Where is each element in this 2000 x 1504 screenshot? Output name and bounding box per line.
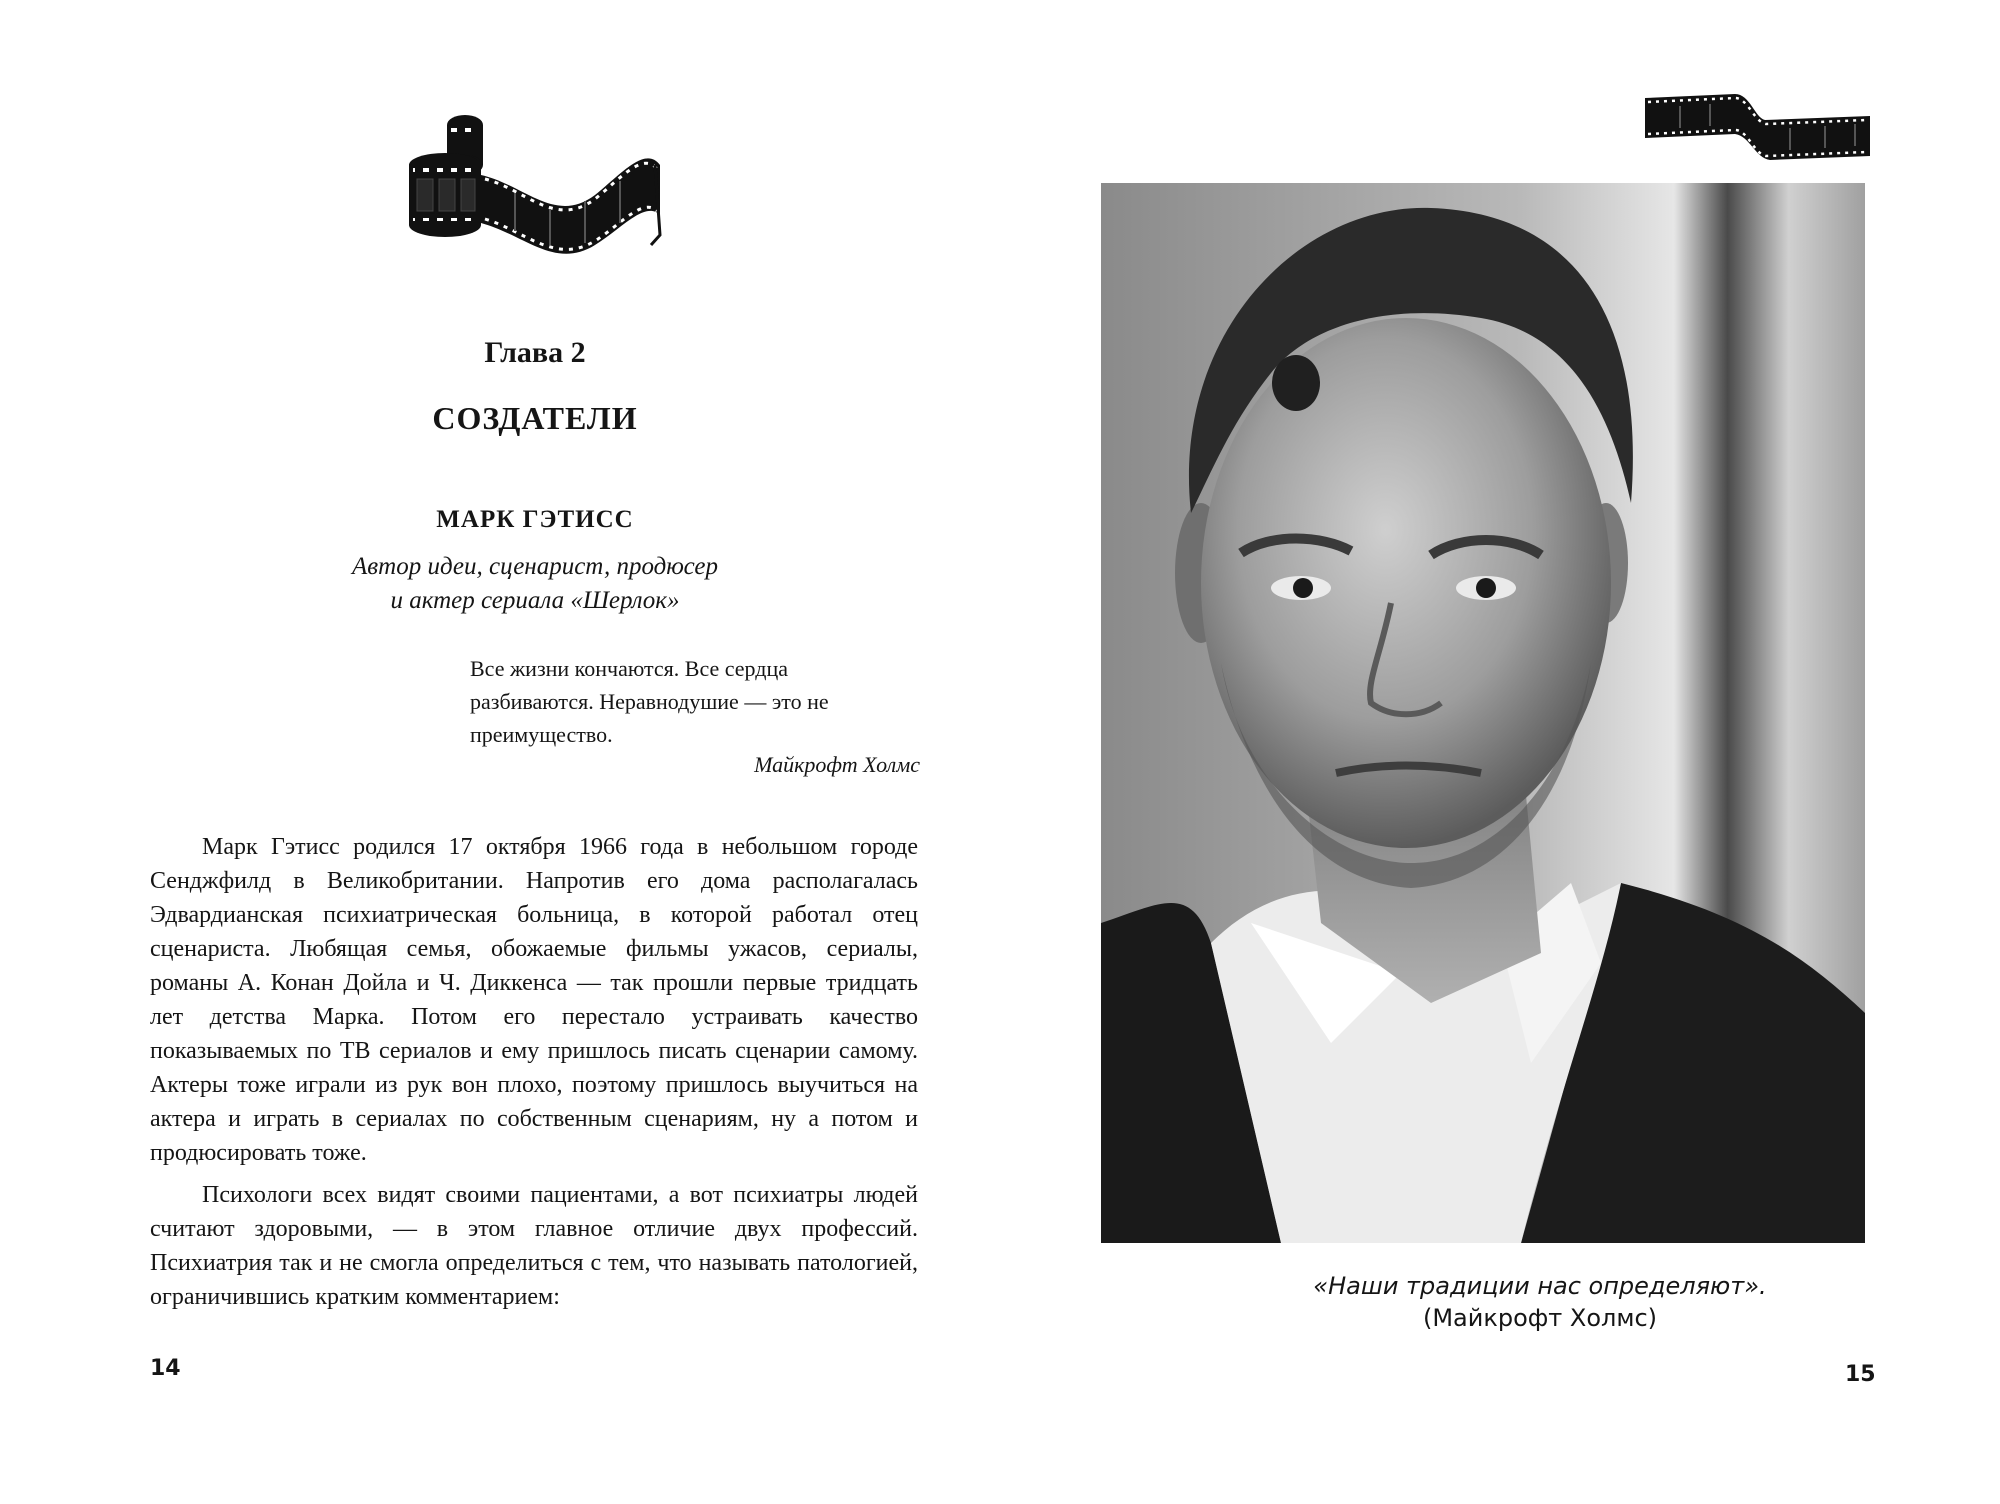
paragraph: Психологи всех видят своими пациентами, а вот психиатры людей считают здоровыми, — в этом главное отличие двух профессий. Психиатрия так и не смогла определиться с тем, что называть патологией, ограничившись кратким комментарием: bbox=[150, 1182, 918, 1310]
section-subtitle bbox=[0, 550, 1070, 618]
paragraph: Марк Гэтисс родился 17 октября 1966 года в небольшом городе Сенджфилд в Великобритании. Напротив его дома располагалась Эдвардианская психиатрическая больница, в которой работал отец сценариста. Любящая семья, обожаемые фильмы ужасов, сериалы, романы А. Конан Дойла и Ч. Диккенса — так прошли первые тридцать лет детства Марка. Потом его перестало устраивать качество показываемых по ТВ сериалов и ему пришлось писать сценарии самому. Актеры тоже играли из рук вон плохо, поэтому пришлось выучиться на актера и играть в сериалах по собственным сценариям, ну а потом и продюсировать тоже. bbox=[150, 834, 918, 1166]
chapter-title: СОЗДАТЕЛИ bbox=[432, 400, 638, 436]
subtitle-line: Автор идеи, сценарист, продюсер bbox=[352, 553, 718, 580]
film-strip-icon bbox=[405, 105, 665, 265]
body-text bbox=[150, 830, 918, 1322]
page-number: 14 bbox=[150, 1356, 181, 1381]
epigraph-line: Все жизни кончаются. Все сердца bbox=[470, 656, 788, 681]
epigraph bbox=[470, 652, 920, 751]
epigraph-line: разбиваются. Неравнодушие — это не bbox=[470, 689, 829, 714]
epigraph-line: преимущество. bbox=[470, 722, 613, 747]
portrait-image bbox=[1101, 183, 1865, 1243]
right-page bbox=[1000, 0, 2000, 1504]
epigraph-author: Майкрофт Холмс bbox=[754, 752, 920, 777]
chapter-number: Глава 2 bbox=[484, 336, 586, 369]
portrait-photo bbox=[1101, 183, 1865, 1243]
page-number: 15 bbox=[1845, 1362, 1876, 1387]
photo-caption-quote: «Наши традиции нас определяют». bbox=[1313, 1272, 1767, 1300]
subtitle-line: и актер сериала «Шерлок» bbox=[390, 587, 680, 614]
photo-caption-author: (Майкрофт Холмс) bbox=[1422, 1304, 1658, 1332]
section-heading: МАРК ГЭТИСС bbox=[436, 506, 634, 533]
film-strip-icon bbox=[1640, 88, 1875, 173]
